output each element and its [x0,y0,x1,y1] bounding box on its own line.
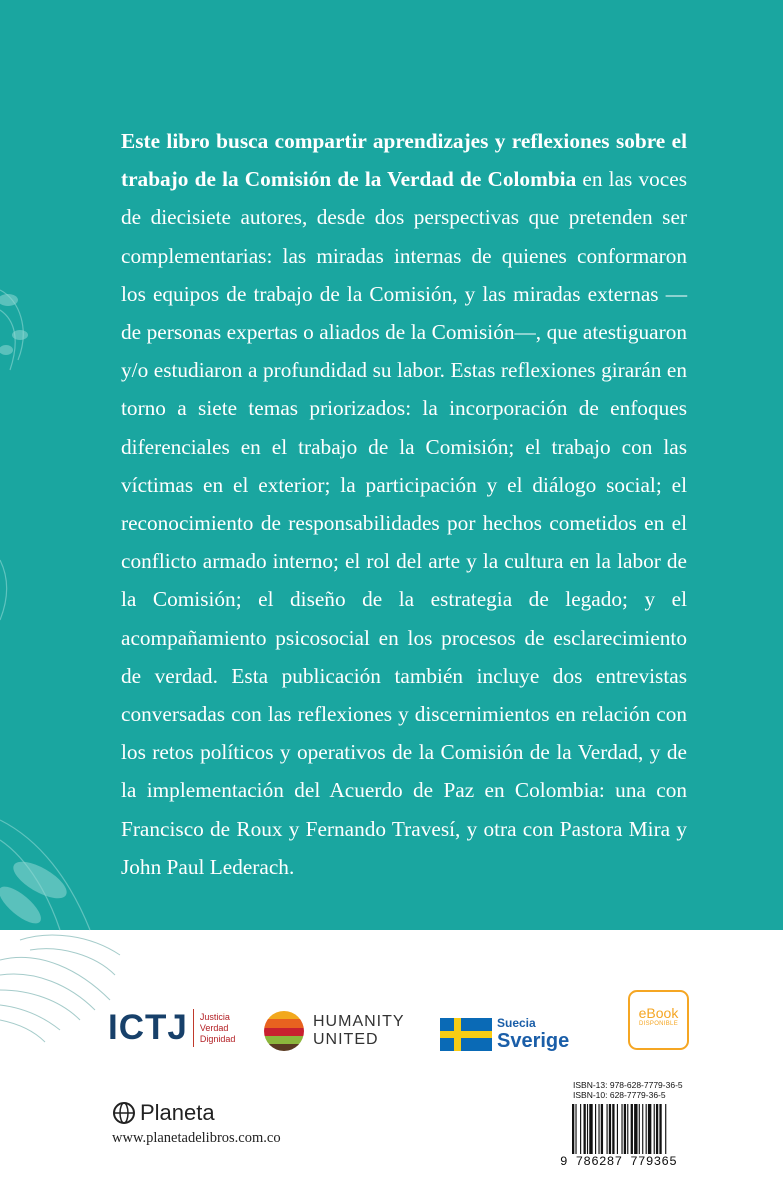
planeta-logo [112,1100,215,1126]
sweden-line2: Sverige [497,1030,570,1052]
ictj-logo [108,1008,235,1048]
ebook-badge [628,990,689,1050]
sweden-logo [440,1016,569,1052]
humanity-line2: UNITED [313,1031,379,1048]
ictj-line3: Dignidad [199,1033,236,1044]
humanity-line1: HUMANITY [313,1013,405,1030]
back-cover-blurb [121,122,687,886]
sweden-text [497,1016,569,1052]
isbn13-text: ISBN-13: 978-628-7779-36-5 [573,1080,683,1090]
ictj-tagline [200,1012,236,1045]
ictj-mark: ICTJ [108,1008,188,1047]
ictj-line2: Verdad [199,1022,229,1033]
blurb-body: en las voces de diecisiete autores, desde dos perspectivas que pretenden ser complementarias: las miradas internas de quienes conformaron los equipos de trabajo de la Comisión, y las miradas externas —de personas expertas o aliados de la Comisión—, que atestiguaron y/o estudiaron a profundidad su labor. Estas reflexiones girarán en torno a siete temas priorizados: la incorporación de enfoques diferenciales en el trabajo de la Comisión; el trabajo con las víctimas en el exterior; la participación y el diálogo social; el reconocimiento de responsabilidades por hechos cometidos en el conflicto armado interno; el rol del arte y la cultura en la labor de la Comisión; el diseño de la estrategia de legado; y el acompañamiento psicosocial en los procesos de esclarecimiento de verdad. Esta publicación también incluye dos entrevistas conversadas con las reflexiones y discernimientos en relación con los retos políticos y operativos de la Comisión de la Verdad, y de la implementación del Acuerdo de Paz en Colombia: una con Francisco de Roux y Fernando Travesí, y otra con Pastora Mira y John Paul Lederach. [121,167,687,879]
ictj-divider [193,1009,194,1047]
sponsor-logos [0,990,783,1070]
ictj-line1: Justicia [199,1011,230,1022]
barcode-bars-icon [560,1104,698,1156]
humanity-united-text [313,1013,405,1049]
planeta-globe-icon [112,1101,136,1125]
publisher-name: Planeta [140,1100,215,1125]
blurb-bold-lead: Este libro busca compartir aprendizajes y reflexiones sobre el trabajo de la Comisión de la Verdad de Colombia [121,129,687,192]
isbn10-text: ISBN-10: 628-7779-36-5 [573,1090,666,1100]
isbn-barcode [560,1080,698,1170]
ebook-label: eBook [638,1005,679,1021]
ebook-available: DISPONIBLE [638,1021,678,1027]
sweden-line1: Suecia [497,1016,536,1030]
humanity-united-logo [263,1010,405,1052]
publisher-url: www.planetadelibros.com.co [112,1130,281,1146]
barcode-digits: 9 786287 779365 [560,1155,678,1169]
swedish-flag-icon [440,1018,492,1051]
humanity-united-globe-icon [263,1010,305,1052]
